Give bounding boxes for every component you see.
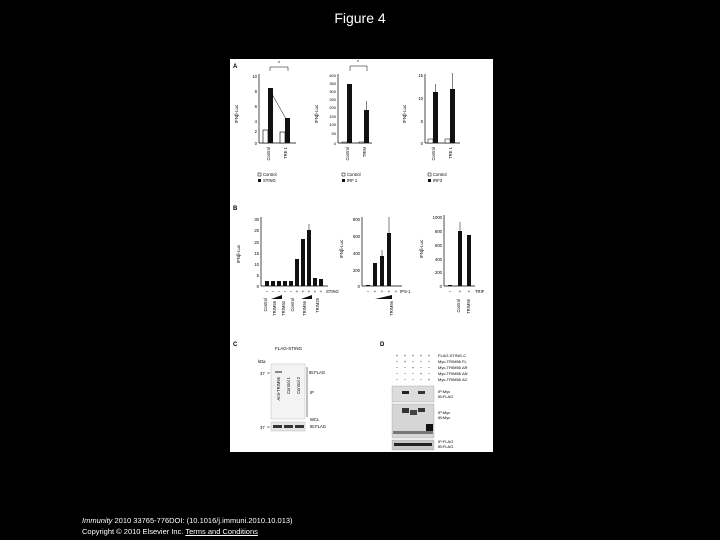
sign: −	[411, 359, 415, 364]
sign-label: TRIF	[475, 289, 485, 294]
sign: −	[395, 371, 399, 376]
sign: +	[319, 289, 323, 294]
x-category: TRIM25	[315, 298, 320, 313]
bar	[450, 89, 455, 143]
panel-b-chart-1	[236, 217, 339, 316]
y-axis-label: IFNβ-Luc	[236, 244, 241, 264]
blot-label: IB:FLAG	[310, 424, 327, 429]
panel-b-letter: B	[233, 206, 238, 212]
blot	[392, 386, 434, 402]
kda-label: kDa	[258, 359, 266, 364]
sign: +	[411, 353, 415, 358]
x-category: Control	[456, 299, 461, 313]
y-tick: 10	[418, 96, 423, 101]
y-tick: 400	[329, 73, 336, 78]
blot-band	[410, 410, 417, 415]
lane-label: Anti-TRIM56	[276, 377, 281, 401]
y-tick: 200	[353, 268, 360, 273]
y-tick: 10	[252, 74, 257, 79]
sign: +	[380, 289, 384, 294]
sign: +	[373, 289, 377, 294]
bar	[373, 263, 377, 286]
dose-wedge	[301, 295, 312, 299]
blot-band	[394, 443, 432, 446]
comparison-line	[272, 94, 286, 119]
sign: +	[301, 289, 305, 294]
blot-band	[275, 371, 282, 373]
y-tick: 0	[357, 284, 360, 289]
x-category: TRIM56	[466, 299, 471, 314]
wcl-label: WCL	[310, 417, 320, 422]
bar	[280, 132, 285, 143]
x-category: TRIM56	[302, 301, 307, 316]
lane-label: Control 2	[296, 377, 301, 394]
bar	[265, 281, 269, 286]
y-tick: 20	[254, 240, 259, 245]
lane-label: Control 1	[286, 377, 291, 394]
y-axis-label: IFNβ-Luc	[419, 239, 424, 259]
legend-label: Control	[347, 172, 361, 177]
figure-panels	[230, 59, 493, 452]
sign: +	[411, 365, 415, 370]
x-category: TRIM50	[281, 301, 286, 316]
x-category: Control	[290, 298, 295, 312]
blot-band	[273, 425, 282, 428]
sign: +	[395, 353, 399, 358]
y-tick: 0	[439, 284, 442, 289]
sign: −	[395, 359, 399, 364]
y-tick: 4	[254, 119, 257, 124]
y-tick: 0	[333, 141, 336, 146]
bar	[342, 142, 347, 143]
bar	[319, 279, 323, 286]
blot-band	[295, 425, 304, 428]
sign: −	[427, 359, 431, 364]
y-tick: 25	[254, 228, 259, 233]
panel-c-letter: C	[233, 342, 238, 348]
y-tick: 50	[331, 131, 336, 136]
blot-label: IP:FLAG	[438, 439, 454, 444]
blot-label: IB:FLAG	[438, 444, 454, 449]
y-tick: 400	[435, 257, 442, 262]
row-label: Myc-TRIM56 ΔR	[438, 365, 468, 370]
y-tick: 600	[353, 234, 360, 239]
sign: −	[448, 289, 452, 294]
y-tick: 800	[353, 217, 360, 222]
sign: −	[403, 377, 407, 382]
x-category: TRE 1	[448, 147, 453, 159]
y-tick: 300	[329, 89, 336, 94]
x-category: Control	[345, 147, 350, 161]
y-tick: 30	[254, 217, 259, 222]
sign: +	[403, 359, 407, 364]
y-tick: 0	[254, 141, 257, 146]
significance-star: *	[357, 60, 359, 66]
bar	[307, 230, 311, 286]
sign: −	[403, 365, 407, 370]
sign: +	[419, 353, 423, 358]
bar	[467, 235, 471, 286]
panel-a-letter: A	[233, 64, 238, 70]
sign: −	[283, 289, 287, 294]
copyright-text: Copyright © 2010 Elsevier Inc.	[82, 527, 186, 536]
blot-band	[418, 391, 425, 394]
legend-swatch	[342, 173, 345, 176]
x-category: Control	[266, 147, 271, 161]
bar	[347, 84, 352, 143]
panel-a-chart-2	[314, 60, 372, 183]
y-axis-label: IFNβ-Luc	[234, 104, 239, 124]
sign: +	[419, 371, 423, 376]
citation-line	[82, 515, 293, 526]
bar	[364, 110, 369, 143]
sign: +	[427, 377, 431, 382]
sign: −	[411, 371, 415, 376]
legend-label: IRF3	[433, 178, 443, 183]
journal-name: Immunity	[82, 516, 113, 525]
row-label: Myc-TRIM56 ΔC	[438, 377, 468, 382]
y-tick: 10	[254, 262, 259, 267]
bar	[433, 92, 438, 143]
blot-band	[284, 425, 293, 428]
sign: −	[419, 365, 423, 370]
bar	[263, 130, 268, 143]
blot-band	[402, 408, 409, 413]
bar	[283, 281, 287, 286]
figure-title: Figure 4	[334, 10, 386, 26]
panel-a-chart-1	[234, 61, 296, 183]
copyright-line	[82, 526, 293, 537]
bar	[458, 231, 462, 286]
sign-label: STING	[326, 289, 339, 294]
panel-c-header: FLAG-STING	[275, 346, 303, 351]
bar	[428, 139, 433, 143]
y-tick: 600	[435, 243, 442, 248]
row-label: Myc-TRIM56 ΔN	[438, 371, 468, 376]
figure-image	[230, 59, 493, 452]
sign: +	[458, 289, 462, 294]
sign: −	[419, 359, 423, 364]
legend-swatch	[258, 173, 261, 176]
sign: −	[395, 365, 399, 370]
bar	[268, 88, 273, 143]
bar	[380, 256, 384, 286]
sign: −	[419, 377, 423, 382]
x-category: TRIM56	[389, 301, 394, 316]
x-category: Control	[263, 298, 268, 312]
blot-label: IB:FLAG	[309, 370, 326, 375]
y-tick: 15	[254, 251, 259, 256]
bar	[366, 285, 370, 286]
bar	[359, 142, 364, 143]
marker-label: 37	[260, 425, 265, 430]
sign: +	[467, 289, 471, 294]
y-tick: 15	[418, 73, 423, 78]
panel-b-chart-2	[339, 217, 411, 316]
blot-label: IB:Myc	[438, 415, 451, 420]
y-tick: 0	[256, 284, 259, 289]
x-category: TRE 1	[283, 147, 288, 159]
sign: −	[289, 289, 293, 294]
bar	[289, 281, 293, 286]
sign: −	[366, 289, 370, 294]
y-tick: 5	[256, 273, 259, 278]
y-tick: 5	[420, 119, 423, 124]
bar	[313, 278, 317, 286]
x-category: TRIM	[362, 147, 367, 158]
citation-text: 2010 33765-776DOI: (10.1016/j.immuni.2010.10.013)	[112, 516, 293, 525]
bar	[301, 239, 305, 286]
sign: +	[307, 289, 311, 294]
legend-swatch	[258, 179, 261, 182]
bar	[295, 259, 299, 286]
sign: +	[295, 289, 299, 294]
sign: −	[427, 371, 431, 376]
y-tick: 200	[329, 105, 336, 110]
significance-star: *	[278, 61, 280, 67]
y-tick: 250	[329, 97, 336, 102]
bar	[445, 139, 450, 143]
sign: +	[394, 289, 398, 294]
sign: −	[395, 377, 399, 382]
sign: +	[387, 289, 391, 294]
blot-label: IB:FLAG	[438, 394, 454, 399]
y-tick: 100	[329, 122, 336, 127]
terms-link[interactable]: Terms and Conditions	[185, 527, 258, 536]
panel-d	[380, 342, 468, 450]
dose-wedge	[375, 295, 392, 299]
x-category: Control	[431, 147, 436, 161]
blot-label: IP:Myc	[438, 410, 451, 415]
sign: −	[271, 289, 275, 294]
y-axis-label: IFNβ-Luc	[402, 104, 407, 124]
blot-band	[418, 408, 425, 412]
significance-bracket	[350, 66, 367, 71]
sign: −	[427, 365, 431, 370]
bar	[387, 233, 391, 286]
bar	[285, 118, 290, 143]
y-tick: 2	[254, 129, 257, 134]
y-tick: 6	[254, 104, 257, 109]
legend-swatch	[428, 173, 431, 176]
sign: +	[313, 289, 317, 294]
legend-label: Control	[433, 172, 447, 177]
y-tick: 8	[254, 89, 257, 94]
sign: −	[265, 289, 269, 294]
panel-d-letter: D	[380, 342, 385, 348]
panel-b-chart-3	[419, 215, 485, 314]
legend-label: STING	[263, 178, 276, 183]
y-tick: 150	[329, 114, 336, 119]
sign: −	[277, 289, 281, 294]
panel-a-chart-3	[402, 73, 460, 183]
x-category: TRIM56	[272, 301, 277, 316]
sign: +	[403, 353, 407, 358]
significance-bracket	[270, 67, 288, 71]
blot-band	[426, 424, 433, 431]
legend-label: IRF 1	[347, 178, 358, 183]
sign: −	[403, 371, 407, 376]
y-tick: 0	[420, 141, 423, 146]
y-tick: 350	[329, 81, 336, 86]
y-tick: 800	[435, 229, 442, 234]
y-tick: 1000	[432, 215, 442, 220]
legend-swatch	[428, 179, 431, 182]
sign: −	[411, 377, 415, 382]
sign-label: IPS-1	[400, 289, 411, 294]
y-axis-label: IFNβ-Luc	[339, 239, 344, 259]
marker-label: 37	[260, 371, 265, 376]
y-tick: 400	[353, 251, 360, 256]
blot-band	[402, 391, 409, 394]
ip-label: IP	[310, 390, 314, 395]
row-label: FLAG-STING-C	[438, 353, 467, 358]
bar	[448, 285, 452, 286]
sign: +	[427, 353, 431, 358]
blot-band	[393, 431, 433, 434]
y-tick: 200	[435, 270, 442, 275]
y-axis-label: IFNβ-Luc	[314, 104, 319, 124]
legend-label: Control	[263, 172, 277, 177]
bar	[271, 281, 275, 286]
panel-c	[233, 342, 326, 431]
bar	[277, 281, 281, 286]
footer	[82, 515, 293, 537]
blot-label: IP:Myc	[438, 389, 451, 394]
row-label: Myc-TRIM56 FL	[438, 359, 467, 364]
dose-wedge	[271, 295, 282, 299]
legend-swatch	[342, 179, 345, 182]
